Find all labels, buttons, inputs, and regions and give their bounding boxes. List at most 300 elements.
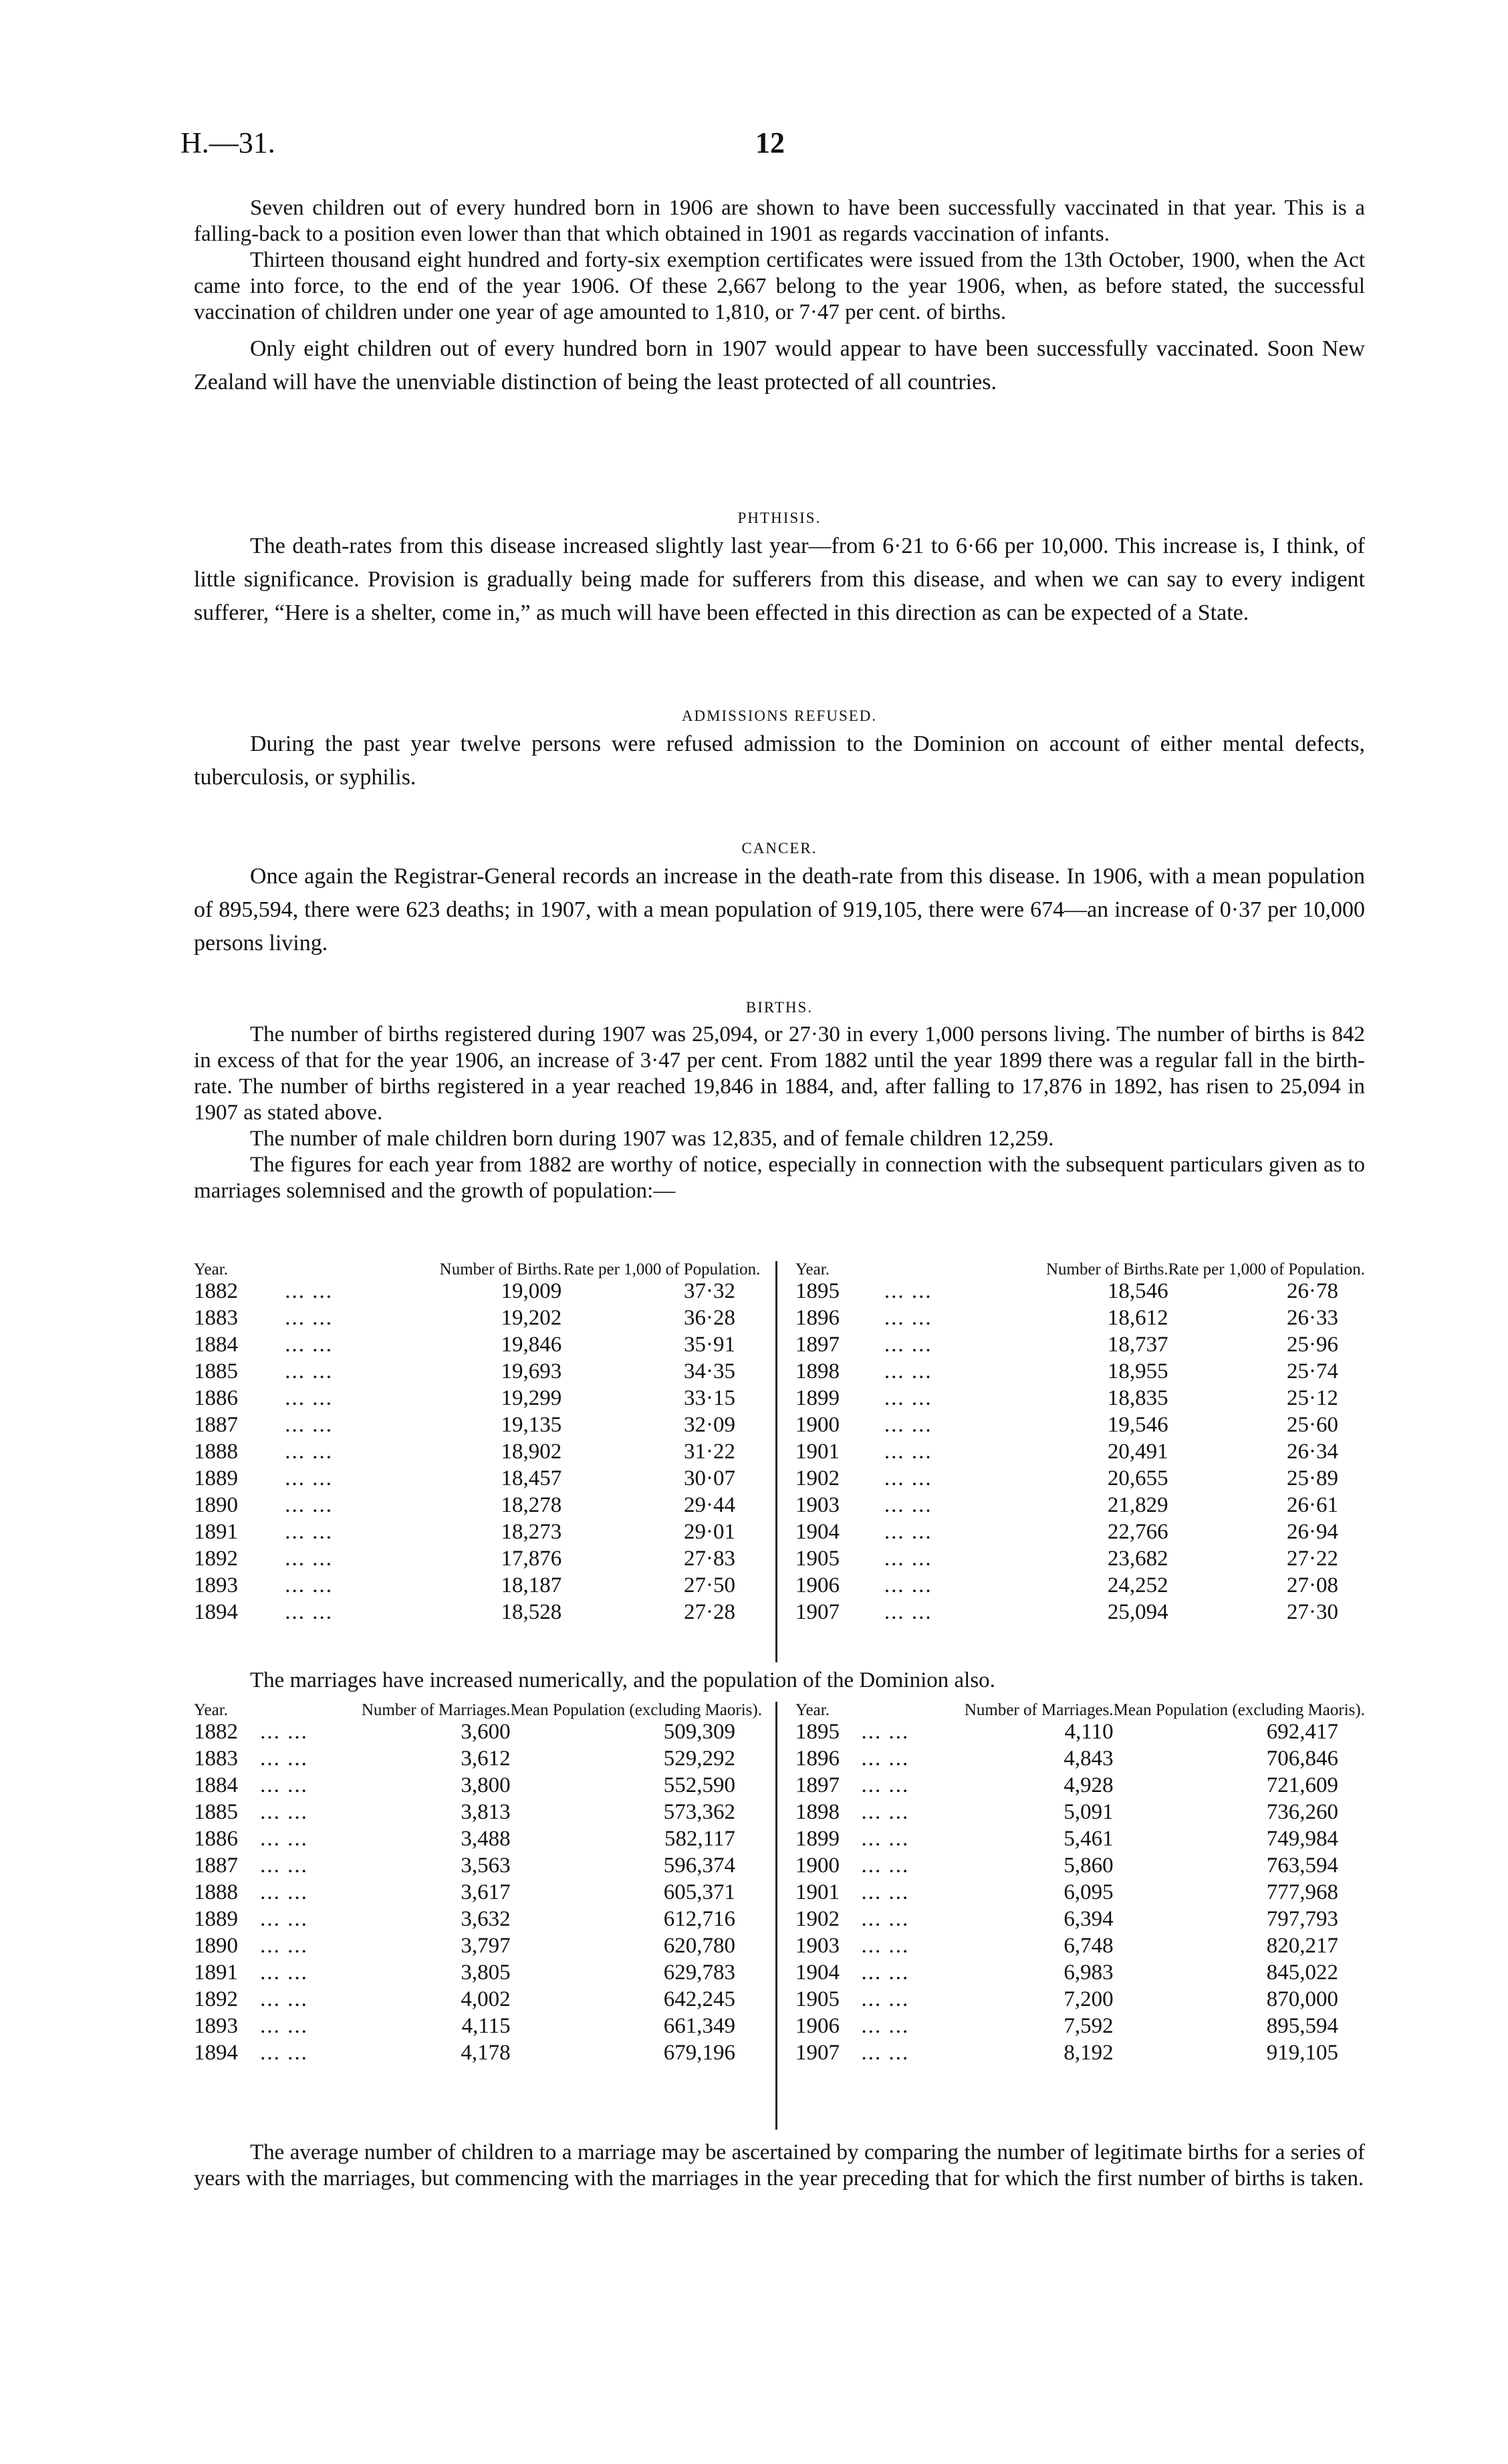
leader-dots: ... ...: [285, 1359, 333, 1383]
births-table-row: [795, 1358, 1365, 1385]
marriages-table-row: [194, 1932, 762, 1959]
value-cell: 27·50: [684, 1573, 735, 1597]
leader-dots: ... ...: [260, 2014, 308, 2038]
number-cell: 3,600: [461, 1720, 511, 1744]
value-cell: 679,196: [663, 2041, 735, 2065]
year-cell: 1907: [795, 2041, 840, 2065]
value-cell: 870,000: [1266, 1987, 1338, 2011]
leader-dots: ... ...: [260, 1747, 308, 1771]
marriages-table-row: [194, 1879, 762, 1906]
value-cell: 25·96: [1287, 1333, 1338, 1357]
year-cell: 1893: [194, 1573, 238, 1597]
leader-dots: ... ...: [884, 1466, 932, 1490]
marriages-table-row: [795, 1772, 1365, 1799]
leader-dots: ... ...: [884, 1279, 932, 1303]
value-cell: 582,117: [664, 1827, 735, 1851]
year-cell: 1893: [194, 2014, 238, 2038]
number-cell: 5,091: [1063, 1800, 1114, 1824]
marriages-table-row: [795, 2013, 1365, 2039]
births-header-rate: Rate per 1,000 of Population.: [563, 1260, 761, 1278]
year-cell: 1891: [194, 1520, 238, 1544]
paragraph-admissions: During the past year twelve persons were refused admission to the Dominion on account of either mental defects, tuberculosis, or syphilis.: [194, 732, 1365, 790]
page-header: [180, 126, 1328, 166]
value-cell: 31·22: [684, 1440, 735, 1464]
year-cell: 1894: [194, 1600, 238, 1624]
births-header-number: Number of Births.: [439, 1260, 562, 1278]
year-cell: 1889: [194, 1907, 238, 1931]
year-cell: 1902: [795, 1907, 840, 1931]
value-cell: 26·34: [1287, 1440, 1338, 1464]
paragraph-vaccination-3: Only eight children out of every hundred born in 1907 would appear to have been successfully vaccinated. Soon New Zealand will have the unenviable distinction of being the least protected of all countries.: [194, 336, 1365, 395]
year-cell: 1896: [795, 1747, 840, 1771]
births-header-year: Year.: [194, 1260, 228, 1278]
year-cell: 1892: [194, 1987, 238, 2011]
number-cell: 3,488: [461, 1827, 511, 1851]
marriages-table-row: [795, 2039, 1365, 2066]
year-cell: 1885: [194, 1800, 238, 1824]
paragraph-marriages-intro: The marriages have increased numerically, and the population of the Dominion also.: [250, 1668, 995, 1692]
value-cell: 26·78: [1287, 1279, 1338, 1303]
leader-dots: ... ...: [285, 1413, 333, 1437]
births-table-row: [194, 1305, 762, 1331]
marriages-header-population: Mean Population (excluding Maoris).: [510, 1701, 762, 1719]
admissions-heading: ADMISSIONS REFUSED.: [681, 707, 878, 724]
leader-dots: ... ...: [861, 1934, 910, 1958]
page-number: 12: [755, 126, 785, 159]
vaccination-section: [194, 195, 1365, 399]
births-table-row: [795, 1412, 1365, 1438]
paragraph-cancer: Once again the Registrar-General records an increase in the death-rate from this disease. In 1906, with a mean population of 895,594, there were 623 deaths; in 1907, with a mean population of 919,105, there were 674—an increase of 0·37 per 10,000 persons living.: [194, 864, 1365, 956]
births-table-row: [795, 1438, 1365, 1465]
value-cell: 27·30: [1287, 1600, 1338, 1624]
value-cell: 35·91: [684, 1333, 735, 1357]
number-cell: 22,766: [1107, 1520, 1168, 1544]
value-cell: 529,292: [663, 1747, 735, 1771]
number-cell: 19,846: [501, 1333, 562, 1357]
births-table-row: [795, 1599, 1365, 1626]
report-reference: H.—31.: [180, 126, 275, 159]
leader-dots: ... ...: [285, 1573, 333, 1597]
year-cell: 1899: [795, 1827, 840, 1851]
marriages-header-number: Number of Marriages.: [361, 1701, 511, 1719]
year-cell: 1882: [194, 1279, 238, 1303]
marriages-table-row: [194, 1772, 762, 1799]
year-cell: 1895: [795, 1279, 840, 1303]
year-cell: 1882: [194, 1720, 238, 1744]
number-cell: 3,813: [461, 1800, 511, 1824]
leader-dots: ... ...: [260, 1961, 308, 1985]
year-cell: 1888: [194, 1440, 238, 1464]
births-table-row: [194, 1331, 762, 1358]
number-cell: 3,612: [461, 1747, 511, 1771]
leader-dots: ... ...: [260, 1934, 308, 1958]
year-cell: 1890: [194, 1934, 238, 1958]
births-header-rate-right: Rate per 1,000 of Population.: [1168, 1260, 1365, 1278]
leader-dots: ... ...: [260, 1800, 308, 1824]
leader-dots: ... ...: [285, 1440, 333, 1464]
leader-dots: ... ...: [260, 1880, 308, 1904]
marriages-table-row: [194, 1745, 762, 1772]
marriages-table-row: [194, 2013, 762, 2039]
births-table-row: [795, 1331, 1365, 1358]
leader-dots: ... ...: [884, 1306, 932, 1330]
leader-dots: ... ...: [884, 1440, 932, 1464]
number-cell: 5,461: [1063, 1827, 1114, 1851]
value-cell: 661,349: [663, 2014, 735, 2038]
number-cell: 3,617: [461, 1880, 511, 1904]
value-cell: 763,594: [1266, 1854, 1338, 1878]
number-cell: 4,110: [1064, 1720, 1114, 1744]
marriages-intro-section: [194, 1668, 1365, 1694]
leader-dots: ... ...: [884, 1413, 932, 1437]
marriages-table: [194, 1702, 1365, 2130]
year-cell: 1905: [795, 1987, 840, 2011]
value-cell: 612,716: [663, 1907, 735, 1931]
leader-dots: ... ...: [884, 1520, 932, 1544]
year-cell: 1906: [795, 2014, 840, 2038]
leader-dots: ... ...: [861, 1747, 910, 1771]
marriages-table-row: [194, 1799, 762, 1825]
births-table-row: [795, 1519, 1365, 1545]
marriages-table-row: [194, 1906, 762, 1932]
value-cell: 777,968: [1266, 1880, 1338, 1904]
year-cell: 1889: [194, 1466, 238, 1490]
marriages-table-row: [194, 1825, 762, 1852]
number-cell: 3,805: [461, 1961, 511, 1985]
number-cell: 18,278: [501, 1493, 562, 1517]
marriages-table-row: [795, 1799, 1365, 1825]
leader-dots: ... ...: [285, 1386, 333, 1410]
number-cell: 20,655: [1107, 1466, 1168, 1490]
cancer-section: [194, 840, 1365, 960]
number-cell: 24,252: [1107, 1573, 1168, 1597]
year-cell: 1898: [795, 1800, 840, 1824]
number-cell: 18,612: [1107, 1306, 1168, 1330]
year-cell: 1897: [795, 1333, 840, 1357]
year-cell: 1883: [194, 1306, 238, 1330]
paragraph-closing: The average number of children to a marriage may be ascertained by comparing the number of legitimate births for a series of years with the marriages, but commencing with the marriages in the year preceding that for which the first number of births is taken.: [194, 2140, 1365, 2191]
year-cell: 1885: [194, 1359, 238, 1383]
number-cell: 4,843: [1063, 1747, 1114, 1771]
number-cell: 19,135: [501, 1413, 562, 1437]
year-cell: 1896: [795, 1306, 840, 1330]
leader-dots: ... ...: [884, 1493, 932, 1517]
value-cell: 29·44: [684, 1493, 735, 1517]
paragraph-vaccination-2: Thirteen thousand eight hundred and forty-six exemption certificates were issued from the 13th October, 1900, when the Act came into force, to the end of the year 1906. Of these 2,667 belong to the year 1906, when, as before stated, the successful vaccination of children under one year of age amounted to 1,810, or 7·47 per cent. of births.: [194, 248, 1365, 324]
year-cell: 1906: [795, 1573, 840, 1597]
marriages-header-year-right: Year.: [795, 1701, 830, 1719]
value-cell: 797,793: [1266, 1907, 1338, 1931]
marriages-table-row: [194, 1959, 762, 1986]
births-table-left: [194, 1261, 769, 1626]
leader-dots: ... ...: [861, 1907, 910, 1931]
number-cell: 8,192: [1063, 2041, 1114, 2065]
births-table-row: [795, 1572, 1365, 1599]
leader-dots: ... ...: [260, 1854, 308, 1878]
births-table-row: [194, 1545, 762, 1572]
year-cell: 1883: [194, 1747, 238, 1771]
year-cell: 1899: [795, 1386, 840, 1410]
leader-dots: ... ...: [285, 1600, 333, 1624]
number-cell: 6,748: [1063, 1934, 1114, 1958]
births-table-row: [194, 1278, 762, 1305]
leader-dots: ... ...: [884, 1333, 932, 1357]
year-cell: 1891: [194, 1961, 238, 1985]
marriages-table-divider: [775, 1702, 777, 2130]
leader-dots: ... ...: [285, 1466, 333, 1490]
year-cell: 1901: [795, 1880, 840, 1904]
leader-dots: ... ...: [861, 2041, 910, 2065]
marriages-table-right: [795, 1702, 1365, 2066]
leader-dots: ... ...: [884, 1547, 932, 1571]
phthisis-heading: PHTHISIS.: [737, 510, 822, 526]
leader-dots: ... ...: [260, 2041, 308, 2065]
value-cell: 895,594: [1266, 2014, 1338, 2038]
year-cell: 1903: [795, 1934, 840, 1958]
births-table-row: [795, 1305, 1365, 1331]
marriages-table-row: [795, 1879, 1365, 1906]
value-cell: 919,105: [1266, 2041, 1338, 2065]
value-cell: 26·33: [1287, 1306, 1338, 1330]
year-cell: 1894: [194, 2041, 238, 2065]
value-cell: 27·08: [1287, 1573, 1338, 1597]
value-cell: 27·22: [1287, 1547, 1338, 1571]
value-cell: 25·60: [1287, 1413, 1338, 1437]
leader-dots: ... ...: [260, 1720, 308, 1744]
births-header-number-right: Number of Births.: [1045, 1260, 1168, 1278]
marriages-header-number-right: Number of Marriages.: [964, 1701, 1114, 1719]
births-table-row: [194, 1358, 762, 1385]
value-cell: 605,371: [663, 1880, 735, 1904]
value-cell: 33·15: [684, 1386, 735, 1410]
year-cell: 1892: [194, 1547, 238, 1571]
marriages-table-row: [194, 1986, 762, 2013]
births-table-row: [795, 1492, 1365, 1519]
births-table-row: [194, 1412, 762, 1438]
year-cell: 1888: [194, 1880, 238, 1904]
number-cell: 19,546: [1107, 1413, 1168, 1437]
leader-dots: ... ...: [285, 1493, 333, 1517]
births-table-row: [194, 1519, 762, 1545]
year-cell: 1904: [795, 1961, 840, 1985]
number-cell: 18,902: [501, 1440, 562, 1464]
value-cell: 629,783: [663, 1961, 735, 1985]
leader-dots: ... ...: [260, 1827, 308, 1851]
leader-dots: ... ...: [861, 1961, 910, 1985]
number-cell: 18,273: [501, 1520, 562, 1544]
number-cell: 19,202: [501, 1306, 562, 1330]
births-heading: BIRTHS.: [745, 999, 813, 1016]
number-cell: 21,829: [1107, 1493, 1168, 1517]
year-cell: 1903: [795, 1493, 840, 1517]
births-table-row: [795, 1278, 1365, 1305]
number-cell: 6,095: [1063, 1880, 1114, 1904]
births-section: [194, 999, 1365, 1204]
marriages-table-row: [194, 2039, 762, 2066]
year-cell: 1886: [194, 1827, 238, 1851]
year-cell: 1887: [194, 1854, 238, 1878]
year-cell: 1900: [795, 1854, 840, 1878]
value-cell: 706,846: [1266, 1747, 1338, 1771]
paragraph-vaccination-1: Seven children out of every hundred born in 1906 are shown to have been successfully vaccinated in that year. This is a falling-back to a position even lower than that which obtained in 1901 as regards vaccination of infants.: [194, 196, 1365, 246]
year-cell: 1907: [795, 1600, 840, 1624]
year-cell: 1897: [795, 1773, 840, 1797]
births-table: [194, 1261, 1365, 1662]
value-cell: 27·28: [684, 1600, 735, 1624]
leader-dots: ... ...: [285, 1547, 333, 1571]
year-cell: 1900: [795, 1413, 840, 1437]
number-cell: 19,693: [501, 1359, 562, 1383]
number-cell: 18,737: [1107, 1333, 1168, 1357]
year-cell: 1884: [194, 1773, 238, 1797]
births-header-year-right: Year.: [795, 1260, 830, 1278]
number-cell: 3,797: [461, 1934, 511, 1958]
number-cell: 4,002: [461, 1987, 511, 2011]
value-cell: 26·61: [1287, 1493, 1338, 1517]
value-cell: 552,590: [663, 1773, 735, 1797]
value-cell: 25·74: [1287, 1359, 1338, 1383]
births-table-row: [194, 1572, 762, 1599]
value-cell: 749,984: [1266, 1827, 1338, 1851]
births-table-row: [194, 1438, 762, 1465]
marriages-table-row: [795, 1986, 1365, 2013]
leader-dots: ... ...: [861, 1773, 910, 1797]
value-cell: 32·09: [684, 1413, 735, 1437]
leader-dots: ... ...: [260, 1987, 308, 2011]
value-cell: 36·28: [684, 1306, 735, 1330]
leader-dots: ... ...: [884, 1386, 932, 1410]
leader-dots: ... ...: [861, 2014, 910, 2038]
year-cell: 1887: [194, 1413, 238, 1437]
leader-dots: ... ...: [260, 1773, 308, 1797]
value-cell: 736,260: [1266, 1800, 1338, 1824]
year-cell: 1884: [194, 1333, 238, 1357]
leader-dots: ... ...: [285, 1333, 333, 1357]
marriages-table-row: [795, 1718, 1365, 1745]
births-table-right: [795, 1261, 1365, 1626]
paragraph-births-3: The figures for each year from 1882 are worthy of notice, especially in connection with the subsequent particulars given as to marriages solemnised and the growth of population:—: [194, 1153, 1365, 1203]
value-cell: 573,362: [663, 1800, 735, 1824]
value-cell: 642,245: [663, 1987, 735, 2011]
marriages-table-row: [795, 1932, 1365, 1959]
number-cell: 18,835: [1107, 1386, 1168, 1410]
marriages-table-row: [194, 1852, 762, 1879]
admissions-section: [194, 707, 1365, 794]
value-cell: 620,780: [663, 1934, 735, 1958]
number-cell: 23,682: [1107, 1547, 1168, 1571]
year-cell: 1890: [194, 1493, 238, 1517]
marriages-header-year: Year.: [194, 1701, 228, 1719]
marriages-table-row: [194, 1718, 762, 1745]
leader-dots: ... ...: [861, 1800, 910, 1824]
leader-dots: ... ...: [285, 1279, 333, 1303]
leader-dots: ... ...: [884, 1359, 932, 1383]
leader-dots: ... ...: [861, 1720, 910, 1744]
value-cell: 845,022: [1266, 1961, 1338, 1985]
paragraph-phthisis: The death-rates from this disease increased slightly last year—from 6·21 to 6·66 per 10,000. This increase is, I think, of little significance. Provision is gradually being made for sufferers from this disease, and when we can say to every indigent sufferer, “Here is a shelter, come in,” as much will have been effected in this direction as can be expected of a State.: [194, 534, 1365, 625]
births-table-row: [795, 1385, 1365, 1412]
cancer-heading: CANCER.: [741, 840, 818, 857]
year-cell: 1898: [795, 1359, 840, 1383]
value-cell: 820,217: [1266, 1934, 1338, 1958]
number-cell: 7,200: [1063, 1987, 1114, 2011]
number-cell: 4,928: [1063, 1773, 1114, 1797]
number-cell: 18,546: [1107, 1279, 1168, 1303]
births-table-row: [194, 1465, 762, 1492]
closing-section: [194, 2140, 1365, 2192]
value-cell: 692,417: [1266, 1720, 1338, 1744]
value-cell: 721,609: [1266, 1773, 1338, 1797]
leader-dots: ... ...: [884, 1573, 932, 1597]
marriages-table-row: [795, 1745, 1365, 1772]
value-cell: 34·35: [684, 1359, 735, 1383]
paragraph-births-1: The number of births registered during 1907 was 25,094, or 27·30 in every 1,000 persons living. The number of births is 842 in excess of that for the year 1906, an increase of 3·47 per cent. From 1882 until the year 1899 there was a regular fall in the birth-rate. The number of births registered in a year reached 19,846 in 1884, and, after falling to 17,876 in 1892, has risen to 25,094 in 1907 as stated above.: [194, 1022, 1365, 1125]
number-cell: 18,528: [501, 1600, 562, 1624]
number-cell: 18,955: [1107, 1359, 1168, 1383]
number-cell: 7,592: [1063, 2014, 1114, 2038]
number-cell: 3,563: [461, 1854, 511, 1878]
value-cell: 27·83: [684, 1547, 735, 1571]
value-cell: 25·89: [1287, 1466, 1338, 1490]
leader-dots: ... ...: [861, 1827, 910, 1851]
number-cell: 5,860: [1063, 1854, 1114, 1878]
year-cell: 1901: [795, 1440, 840, 1464]
leader-dots: ... ...: [861, 1987, 910, 2011]
marriages-table-row: [795, 1825, 1365, 1852]
number-cell: 18,187: [501, 1573, 562, 1597]
value-cell: 25·12: [1287, 1386, 1338, 1410]
number-cell: 6,394: [1063, 1907, 1114, 1931]
value-cell: 26·94: [1287, 1520, 1338, 1544]
births-table-divider: [775, 1261, 777, 1662]
value-cell: 509,309: [663, 1720, 735, 1744]
marriages-table-left: [194, 1702, 769, 2066]
births-table-row: [795, 1545, 1365, 1572]
number-cell: 18,457: [501, 1466, 562, 1490]
year-cell: 1886: [194, 1386, 238, 1410]
year-cell: 1895: [795, 1720, 840, 1744]
paragraph-births-2: The number of male children born during 1907 was 12,835, and of female children 12,259.: [250, 1127, 1054, 1151]
leader-dots: ... ...: [285, 1520, 333, 1544]
phthisis-section: [194, 510, 1365, 630]
number-cell: 3,632: [461, 1907, 511, 1931]
year-cell: 1902: [795, 1466, 840, 1490]
number-cell: 17,876: [501, 1547, 562, 1571]
year-cell: 1905: [795, 1547, 840, 1571]
leader-dots: ... ...: [260, 1907, 308, 1931]
value-cell: 30·07: [684, 1466, 735, 1490]
marriages-table-row: [795, 1906, 1365, 1932]
marriages-header-population-right: Mean Population (excluding Maoris).: [1113, 1701, 1365, 1719]
value-cell: 37·32: [684, 1279, 735, 1303]
leader-dots: ... ...: [285, 1306, 333, 1330]
year-cell: 1904: [795, 1520, 840, 1544]
value-cell: 29·01: [684, 1520, 735, 1544]
leader-dots: ... ...: [884, 1600, 932, 1624]
births-table-row: [194, 1492, 762, 1519]
number-cell: 4,178: [461, 2041, 511, 2065]
number-cell: 3,800: [461, 1773, 511, 1797]
leader-dots: ... ...: [861, 1880, 910, 1904]
value-cell: 596,374: [663, 1854, 735, 1878]
marriages-table-row: [795, 1852, 1365, 1879]
number-cell: 19,299: [501, 1386, 562, 1410]
number-cell: 19,009: [501, 1279, 562, 1303]
leader-dots: ... ...: [861, 1854, 910, 1878]
number-cell: 4,115: [461, 2014, 511, 2038]
number-cell: 20,491: [1107, 1440, 1168, 1464]
marriages-table-row: [795, 1959, 1365, 1986]
